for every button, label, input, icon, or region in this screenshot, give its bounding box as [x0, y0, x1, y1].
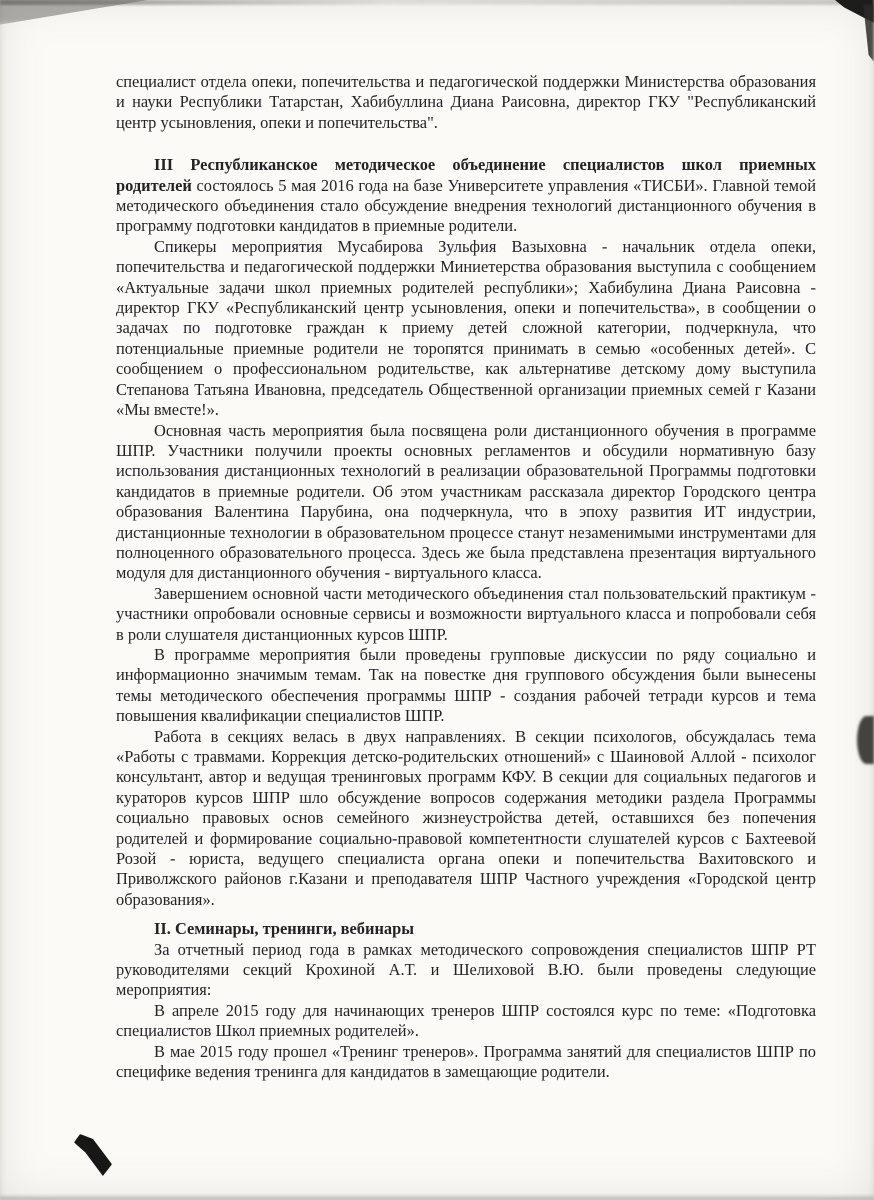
- paragraph: [116, 584, 816, 645]
- text-run: Спикеры мероприятия Мусабирова Зульфия Вазыховна - начальник отдела опеки, попечительства и педагогической поддержки Миниетерства образования выступила с сообщением «Актуальные задачи школ приемных родителей республики»; Хабибулина Диана Раисовна - директор ГКУ «Республиканский центр усыновления, опеки и попечительства», в сообщении о задачах по подготовке граждан к приему детей сложной категории, подчеркнула, что потенциальные приемные родители не торопятся принимать в семью «особенных детей». С сообщением о профессиональном родительстве, как альтернативе детскому дому выступила Степанова Татьяна Ивановна, председатель Общественной организации приемных семей г Казани «Мы вместе!».: [116, 236, 816, 420]
- section-heading: [116, 919, 816, 939]
- scan-shadow-top-left: [0, 0, 207, 26]
- text-run: В апреле 2015 году для начинающих тренеров ШПР состоялся курс по теме: «Подготовка специалистов Школ приемных родителей».: [116, 1000, 816, 1041]
- paragraph: [116, 72, 816, 133]
- scan-edge-bottom: [0, 1194, 874, 1200]
- text-run: В программе мероприятия были проведены групповые дискуссии по ряду социально и информационно значимым темам. Так на повестке дня группового обсуждения были вынесены темы методического обеспечения программы ШПР - создания рабочей тетради курсов и тема повышения квалификации специалистов ШПР.: [116, 644, 816, 726]
- paragraph: [116, 237, 816, 421]
- document-text: [116, 72, 816, 1083]
- text-run: Основная часть мероприятия была посвящена роли дистанционного обучения в программе ШПР. Участники получили проекты основных регламентов и обсудили нормативную базу использования дистанционных технологий в реализации образовательной Программы подготовки кандидатов в приемные родители. Об этом участникам рассказала директор Городского центра образования Валентина Парубина, она подчеркнула, что в эпоху развития ИТ индустрии, дистанционные технологии в образовательном процессе станут незаменимыми инструментами для полноценного образовательного процесса. Здесь же была представлена презентация виртуального модуля для дистанционного обучения - виртуального класса.: [116, 420, 816, 583]
- text-run: В мае 2015 году прошел «Тренинг тренеров». Программа занятий для специалистов ШПР по специфике ведения тренинга для кандидатов в замещающие родители.: [116, 1041, 816, 1082]
- scan-artifact-right-edge-mark: [857, 716, 874, 764]
- paragraph: [116, 645, 816, 727]
- text-run: состоялось 5 мая 2016 года на базе Университете управления «ТИСБИ». Главной темой методического объединения стало обсуждение внедрения технологий дистанционного обучения в программу подготовки кандидатов в приемные родители.: [116, 175, 816, 236]
- text-run: За отчетный период года в рамках методического сопровождения специалистов ШПР РТ руководителями секций Крохиной А.Т. и Шелиховой В.Ю. были проведены следующие мероприятия:: [116, 939, 816, 1000]
- paragraph: [116, 421, 816, 584]
- bold-text-run: III Республиканское методическое объединение специалистов школ приемных родителей: [116, 155, 816, 195]
- paragraph: [116, 940, 816, 1001]
- text-run: специалист отдела опеки, попечительства и педагогической поддержки Министерства образования и науки Республики Татарстан, Хабибуллина Диана Раисовна, директор ГКУ "Республиканский центр усыновления, опеки и попечительства".: [116, 72, 816, 132]
- text-run: Работа в секциях велась в двух направлениях. В секции психологов, обсуждалась тема «Работы с травмами. Коррекция детско-родительских отношений» с Шаиновой Аллой - психолог консультант, автор и ведущая тренинговых программ КФУ. В секции для социальных педагогов и кураторов курсов ШПР шло обсуждение вопросов содержания методики раздела Программы социально правовых основ семейного жизнеустройства детей, оставшихся без попечения родителей и формирование социально-правовой компетентности слушателей курсов с Бахтеевой Розой - юриста, ведущего специалиста органа опеки и попечительства Вахитовского и Приволжского районов г.Казани и преподавателя ШПР Частного учреждения «Городской центр образования».: [116, 726, 816, 909]
- scan-artifact-top-right-corner: [830, 0, 874, 23]
- text-run: Завершением основной части методического объединения стал пользовательский практикум - участники опробовали основные сервисы и возможности виртуального класса и попробовали себя в роли слушателя дистанционных курсов ШПР.: [116, 583, 816, 644]
- paragraph: [116, 727, 816, 911]
- ink-mark-bottom-left: [74, 1134, 112, 1176]
- scan-edge-top: [0, 0, 874, 5]
- bold-text-run: II. Семинары, тренинги, вебинары: [154, 919, 414, 939]
- scan-artifact-right-streak: [862, 4, 874, 62]
- paragraph: [116, 1001, 816, 1042]
- paragraph: [116, 155, 816, 237]
- paragraph: [116, 1042, 816, 1083]
